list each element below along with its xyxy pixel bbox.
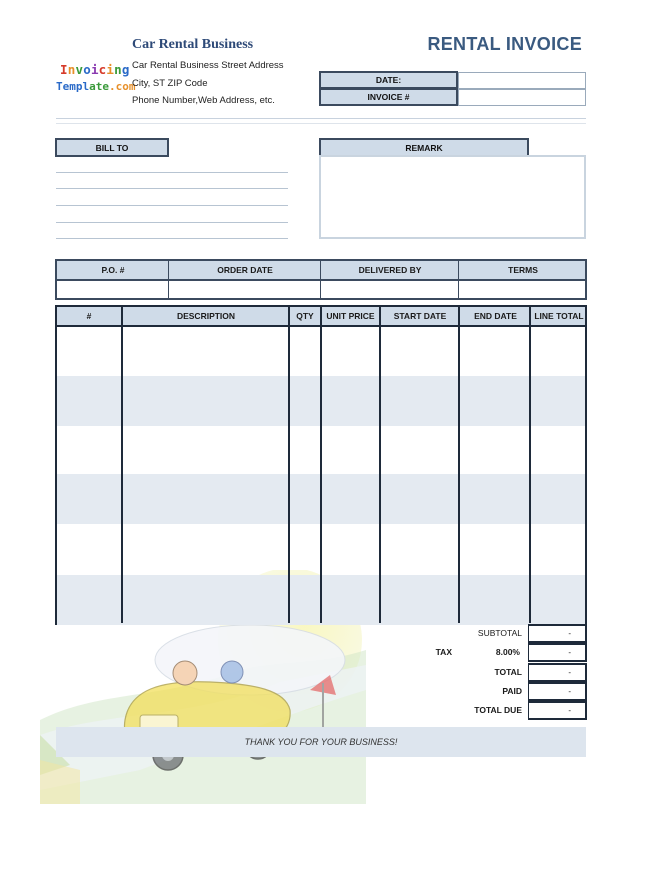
bill-to-line-1[interactable]	[56, 172, 288, 173]
po-number-field[interactable]	[57, 281, 168, 298]
total-label: TOTAL	[494, 667, 522, 677]
subtotal-label: SUBTOTAL	[477, 628, 522, 638]
order-date-field[interactable]	[169, 281, 320, 298]
column-divider	[320, 307, 322, 623]
business-contact: Phone Number,Web Address, etc.	[132, 95, 275, 106]
business-city: City, ST ZIP Code	[132, 78, 208, 89]
start-date-header: START DATE	[393, 311, 447, 321]
invoice-number-field[interactable]	[458, 89, 586, 106]
remark-field[interactable]	[319, 155, 586, 239]
column-divider	[529, 307, 531, 623]
column-divider	[121, 307, 123, 623]
bill-to-line-4[interactable]	[56, 222, 288, 223]
tax-rate[interactable]: 8.00%	[495, 647, 520, 657]
business-street: Car Rental Business Street Address	[132, 60, 284, 71]
line-items-table	[55, 305, 587, 625]
invoice-number-label: INVOICE #	[319, 88, 458, 106]
date-label: DATE:	[319, 71, 458, 89]
total-value: -	[528, 663, 587, 682]
unit-price-header: UNIT PRICE	[326, 311, 375, 321]
po-table	[55, 259, 587, 300]
total-due-label: TOTAL DUE	[474, 705, 522, 715]
item-number-header: #	[86, 311, 92, 321]
header-separator-2	[56, 123, 586, 124]
order-date-header: ORDER DATE	[217, 265, 273, 275]
bill-to-line-2[interactable]	[56, 188, 288, 189]
description-header: DESCRIPTION	[176, 311, 236, 321]
po-number-header: P.O. #	[101, 265, 125, 275]
invoice-title: RENTAL INVOICE	[427, 34, 582, 54]
date-field[interactable]	[458, 72, 586, 89]
bill-to-label: BILL TO	[55, 138, 169, 157]
paid-value[interactable]: -	[528, 682, 587, 701]
logo-line-1: Invoicing	[60, 62, 130, 77]
invoicing-template-logo	[56, 62, 136, 98]
terms-header: TERMS	[508, 265, 538, 275]
tax-value: -	[528, 643, 587, 662]
logo-line-2: Template.com	[56, 80, 136, 93]
column-divider	[288, 307, 290, 623]
tax-label: TAX	[435, 647, 452, 657]
qty-header: QTY	[296, 311, 314, 321]
thank-you-banner: THANK YOU FOR YOUR BUSINESS!	[56, 727, 586, 757]
column-divider	[379, 307, 381, 623]
business-name: Car Rental Business	[132, 37, 254, 52]
line-total-header: LINE TOTAL	[534, 311, 584, 321]
bill-to-line-3[interactable]	[56, 205, 288, 206]
delivered-by-field[interactable]	[321, 281, 458, 298]
subtotal-value: -	[528, 624, 587, 643]
column-divider	[458, 307, 460, 623]
total-due-value: -	[528, 701, 587, 720]
remark-label: REMARK	[319, 138, 529, 157]
header-separator	[56, 118, 586, 119]
bill-to-line-5[interactable]	[56, 238, 288, 239]
delivered-by-header: DELIVERED BY	[358, 265, 422, 275]
end-date-header: END DATE	[474, 311, 517, 321]
terms-field[interactable]	[459, 281, 585, 298]
paid-label: PAID	[502, 686, 522, 696]
